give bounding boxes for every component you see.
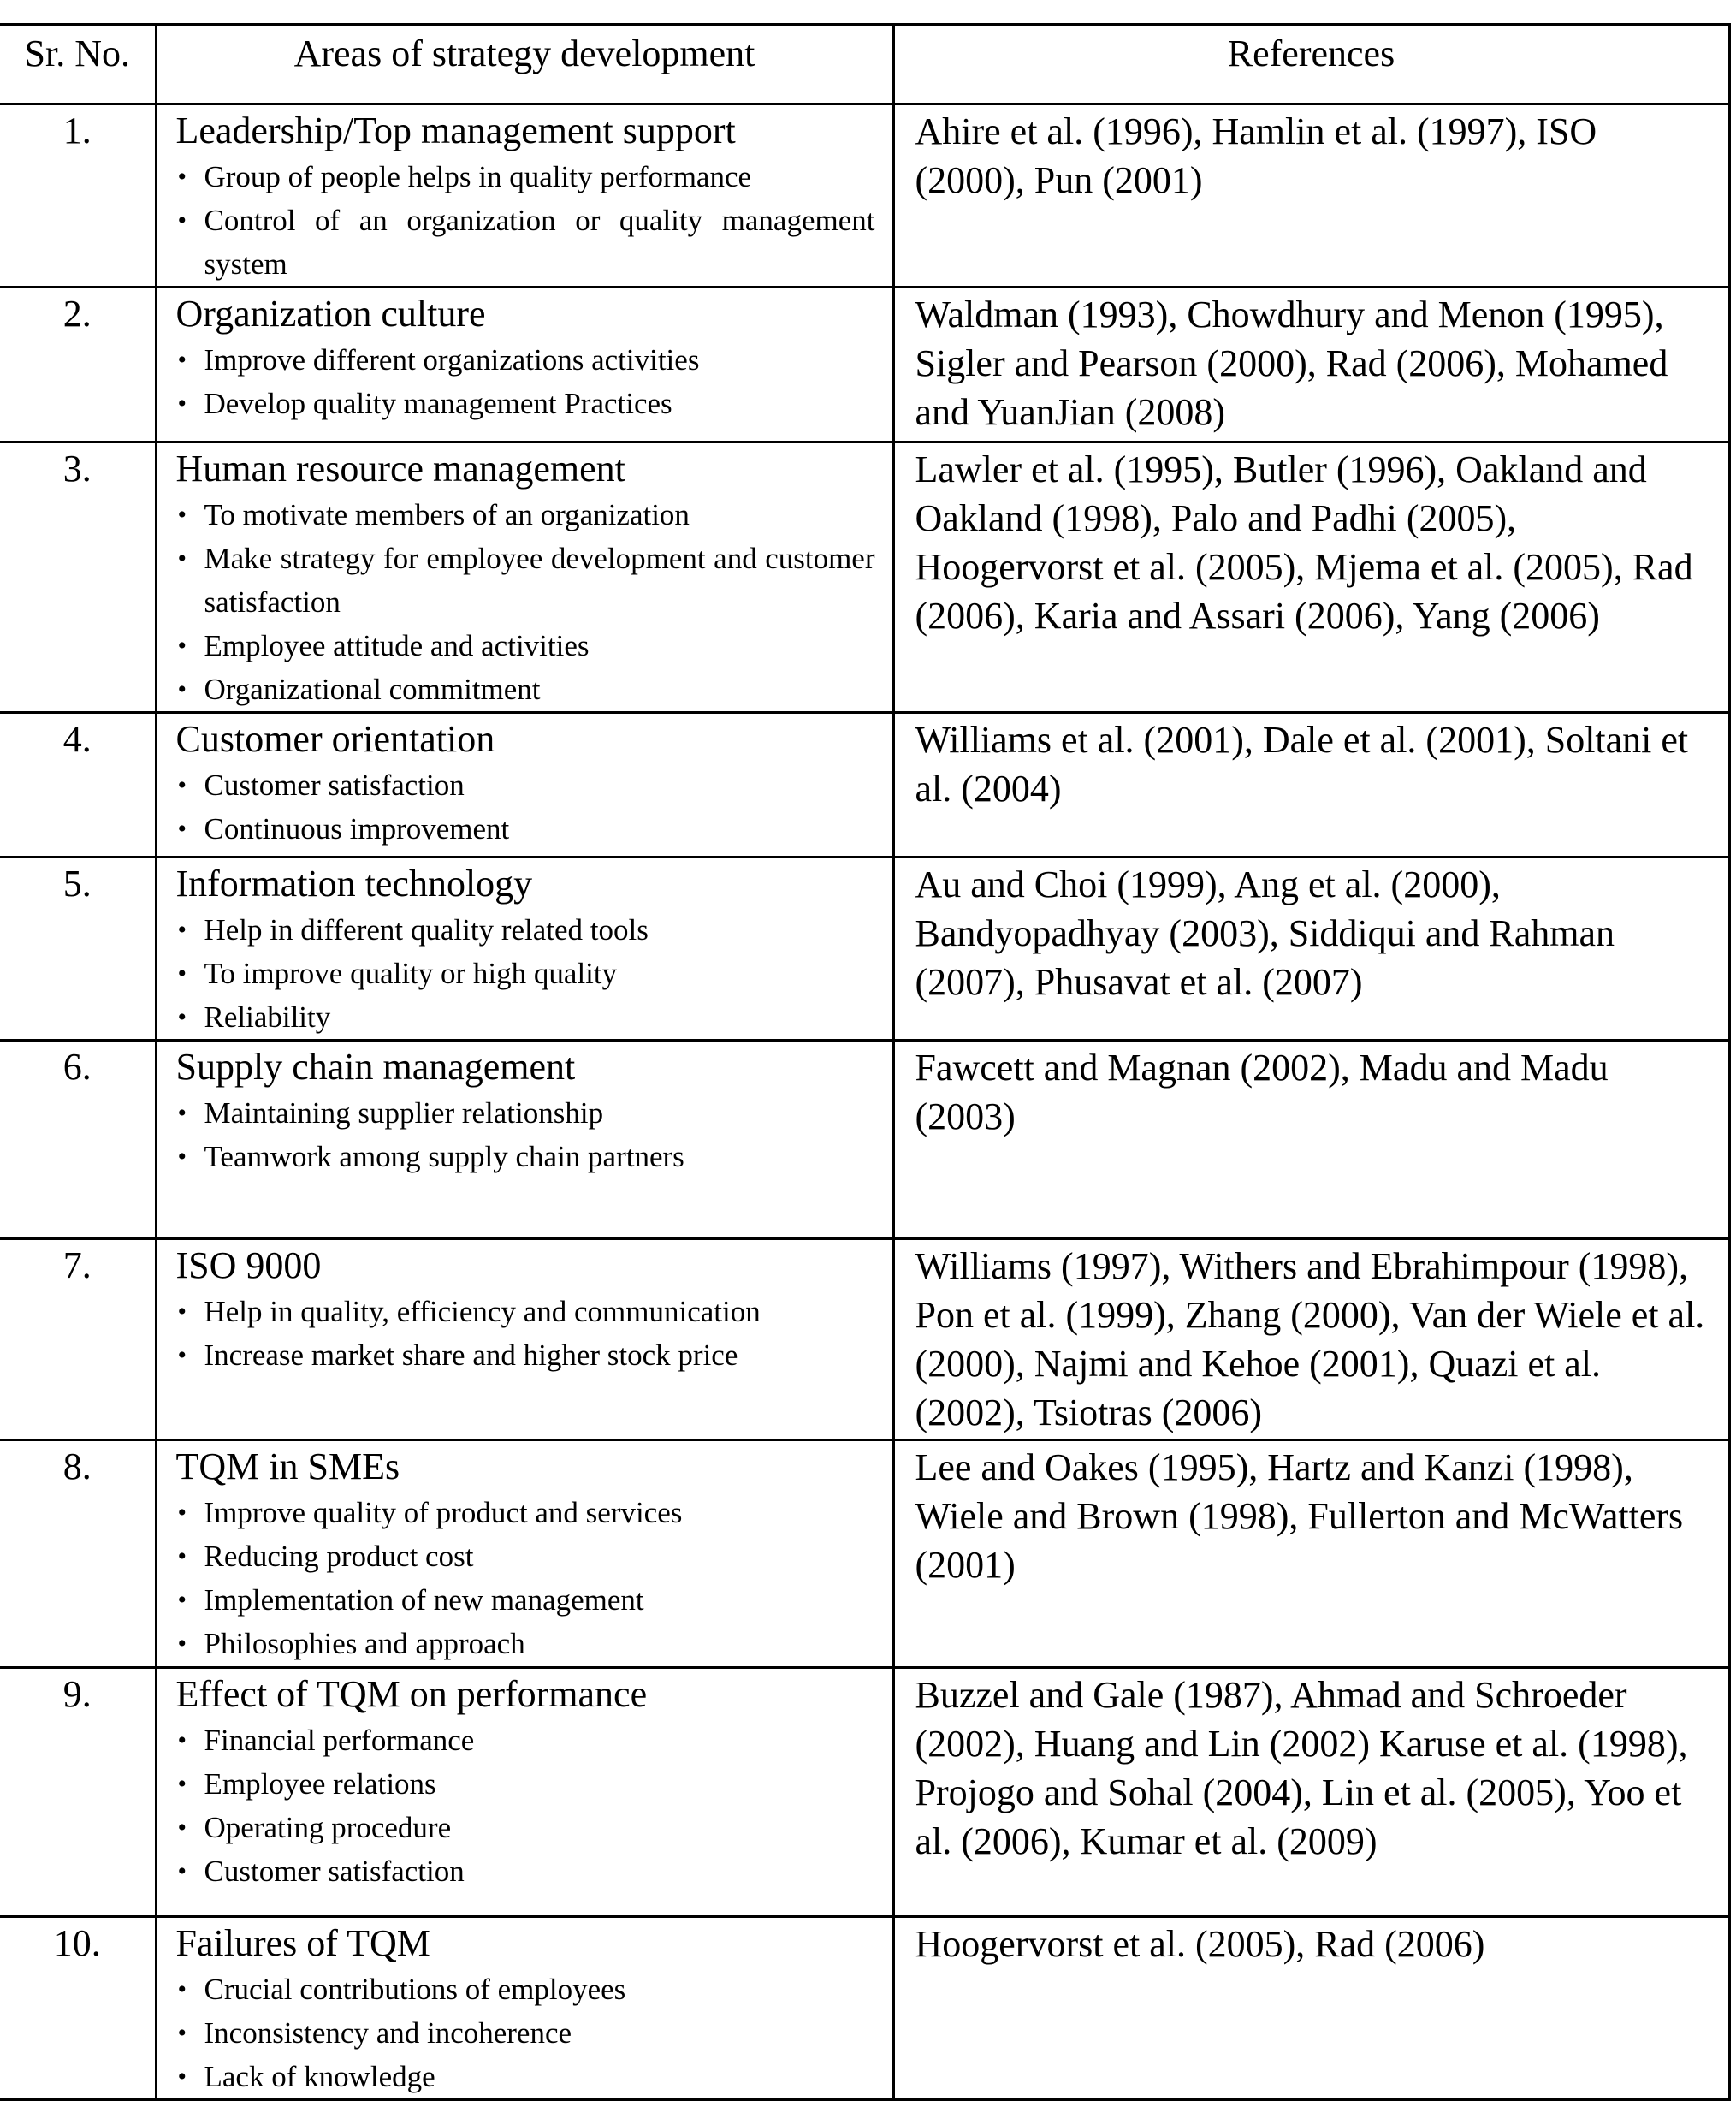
list-item — [176, 763, 875, 807]
area-bullet-list — [176, 908, 875, 1039]
area-cell — [156, 442, 893, 713]
bullet-text: Lack of knowledge — [204, 2060, 435, 2093]
references-cell: Buzzel and Gale (1987), Ahmad and Schroeder (2002), Huang and Lin (2002) Karuse et al. (1998), Projogo and Sohal (2004), Lin et al. (2005), Yoo et al. (2006), Kumar et al. (2009) — [893, 1668, 1729, 1917]
bullet-icon: • — [177, 916, 187, 944]
bullet-icon: • — [177, 771, 187, 799]
area-cell — [156, 858, 893, 1041]
sr-no-cell: 9. — [0, 1668, 156, 1917]
bullet-text: Continuous improvement — [204, 812, 510, 846]
bullet-text: Organizational commitment — [204, 673, 541, 706]
bullet-icon: • — [177, 815, 187, 843]
references-cell: Lawler et al. (1995), Butler (1996), Oakland and Oakland (1998), Palo and Padhi (2005), Hoogervorst et al. (2005), Mjema et al. (2005), Rad (2006), Karia and Assari (2006), Yang (2006) — [893, 442, 1729, 713]
header-row — [0, 25, 1729, 104]
bullet-text: Implementation of new management — [204, 1583, 644, 1617]
bullet-text: Financial performance — [204, 1724, 475, 1757]
area-bullet-list — [176, 763, 875, 851]
bullet-icon: • — [177, 544, 187, 573]
list-item — [176, 2011, 875, 2055]
bullet-text: Philosophies and approach — [204, 1627, 525, 1660]
area-bullet-list — [176, 1967, 875, 2098]
header-sr-no: Sr. No. — [0, 25, 156, 104]
area-cell — [156, 1440, 893, 1668]
area-cell — [156, 104, 893, 288]
list-item — [176, 2055, 875, 2098]
references-cell: Williams et al. (2001), Dale et al. (2001), Soltani et al. (2004) — [893, 713, 1729, 858]
area-bullet-list — [176, 1290, 875, 1377]
header-references: References — [893, 25, 1729, 104]
bullet-icon: • — [177, 675, 187, 703]
bullet-text: To improve quality or high quality — [204, 957, 618, 990]
table-body — [0, 104, 1729, 2100]
list-item — [176, 807, 875, 851]
area-bullet-list — [176, 338, 875, 425]
bullet-icon: • — [177, 1099, 187, 1127]
area-bullet-list — [176, 1091, 875, 1178]
references-cell: Waldman (1993), Chowdhury and Menon (1995), Sigler and Pearson (2000), Rad (2006), Mohamed and YuanJian (2008) — [893, 288, 1729, 442]
area-title: Information technology — [175, 863, 533, 905]
table-row — [0, 858, 1729, 1041]
bullet-icon: • — [177, 1499, 187, 1527]
bullet-text: Make strategy for employee development and customer satisfaction — [204, 542, 875, 619]
list-item — [176, 1967, 875, 2011]
area-cell — [156, 1041, 893, 1239]
area-cell — [156, 288, 893, 442]
bullet-icon: • — [177, 1297, 187, 1326]
list-item — [176, 995, 875, 1039]
area-title: Human resource management — [175, 448, 625, 490]
bullet-text: Improve different organizations activities — [204, 343, 700, 377]
list-item — [176, 952, 875, 995]
sr-no-cell: 2. — [0, 288, 156, 442]
sr-no-cell: 10. — [0, 1917, 156, 2100]
bullet-icon: • — [177, 501, 187, 529]
list-item — [176, 155, 875, 199]
bullet-text: Help in different quality related tools — [204, 913, 649, 947]
strategy-table — [0, 23, 1731, 2101]
list-item — [176, 1622, 875, 1665]
references-cell: Fawcett and Magnan (2002), Madu and Madu (2003) — [893, 1041, 1729, 1239]
bullet-text: Crucial contributions of employees — [204, 1973, 626, 2006]
list-item — [176, 1762, 875, 1806]
sr-no-cell: 1. — [0, 104, 156, 288]
sr-no-cell: 4. — [0, 713, 156, 858]
sr-no-cell: 3. — [0, 442, 156, 713]
references-cell: Au and Choi (1999), Ang et al. (2000), Bandyopadhyay (2003), Siddiqui and Rahman (2007), Phusavat et al. (2007) — [893, 858, 1729, 1041]
bullet-icon: • — [177, 2019, 187, 2047]
area-cell — [156, 1917, 893, 2100]
bullet-icon: • — [177, 389, 187, 418]
sr-no-cell: 8. — [0, 1440, 156, 1668]
area-cell — [156, 713, 893, 858]
area-bullet-list — [176, 155, 875, 286]
references-cell: Hoogervorst et al. (2005), Rad (2006) — [893, 1917, 1729, 2100]
area-bullet-list — [176, 493, 875, 711]
bullet-text: Operating procedure — [204, 1811, 452, 1844]
area-bullet-list — [176, 1718, 875, 1893]
list-item — [176, 382, 875, 425]
references-cell: Ahire et al. (1996), Hamlin et al. (1997), ISO (2000), Pun (2001) — [893, 104, 1729, 288]
table-row — [0, 713, 1729, 858]
bullet-text: Develop quality management Practices — [204, 387, 672, 420]
bullet-text: Group of people helps in quality performance — [204, 160, 752, 193]
bullet-text: Control of an organization or quality management system — [204, 204, 875, 281]
bullet-icon: • — [177, 1629, 187, 1658]
bullet-icon: • — [177, 1341, 187, 1369]
bullet-text: Help in quality, efficiency and communication — [204, 1295, 761, 1328]
list-item — [176, 493, 875, 537]
bullet-text: Teamwork among supply chain partners — [204, 1140, 684, 1173]
area-title: Organization culture — [175, 293, 486, 335]
table-row — [0, 1668, 1729, 1917]
bullet-text: Employee relations — [204, 1767, 436, 1801]
list-item — [176, 1333, 875, 1377]
area-title: TQM in SMEs — [175, 1445, 400, 1487]
list-item — [176, 668, 875, 711]
bullet-icon: • — [177, 2062, 187, 2091]
list-item — [176, 1806, 875, 1849]
bullet-text: Customer satisfaction — [204, 769, 465, 802]
list-item — [176, 1534, 875, 1578]
area-title: Failures of TQM — [175, 1922, 430, 1964]
references-cell: Lee and Oakes (1995), Hartz and Kanzi (1998), Wiele and Brown (1998), Fullerton and McWatters (2001) — [893, 1440, 1729, 1668]
area-bullet-list — [176, 1491, 875, 1665]
bullet-icon: • — [177, 632, 187, 660]
bullet-text: Increase market share and higher stock price — [204, 1338, 738, 1372]
area-title: Effect of TQM on performance — [175, 1673, 648, 1715]
list-item — [176, 1849, 875, 1893]
bullet-icon: • — [177, 1586, 187, 1614]
list-item — [176, 1091, 875, 1135]
table-row — [0, 288, 1729, 442]
bullet-icon: • — [177, 1857, 187, 1885]
bullet-icon: • — [177, 346, 187, 374]
bullet-icon: • — [177, 1142, 187, 1171]
bullet-icon: • — [177, 1770, 187, 1798]
table-row — [0, 442, 1729, 713]
table-row — [0, 104, 1729, 288]
table-row — [0, 1917, 1729, 2100]
bullet-text: Reducing product cost — [204, 1540, 474, 1573]
area-cell — [156, 1668, 893, 1917]
sr-no-cell: 6. — [0, 1041, 156, 1239]
bullet-icon: • — [177, 1975, 187, 2003]
list-item — [176, 1290, 875, 1333]
bullet-icon: • — [177, 206, 187, 234]
list-item — [176, 1718, 875, 1762]
bullet-text: Reliability — [204, 1000, 331, 1034]
sr-no-cell: 7. — [0, 1239, 156, 1440]
table-row — [0, 1239, 1729, 1440]
bullet-text: Inconsistency and incoherence — [204, 2016, 572, 2050]
area-title: Leadership/Top management support — [175, 110, 736, 151]
area-title: Supply chain management — [175, 1046, 576, 1088]
area-title: Customer orientation — [175, 718, 495, 760]
list-item — [176, 537, 875, 624]
bullet-icon: • — [177, 1542, 187, 1570]
list-item — [176, 338, 875, 382]
bullet-text: To motivate members of an organization — [204, 498, 690, 531]
sr-no-cell: 5. — [0, 858, 156, 1041]
bullet-icon: • — [177, 163, 187, 191]
list-item — [176, 624, 875, 668]
table-row — [0, 1440, 1729, 1668]
bullet-text: Maintaining supplier relationship — [204, 1096, 604, 1130]
bullet-icon: • — [177, 1813, 187, 1842]
list-item — [176, 199, 875, 286]
references-cell: Williams (1997), Withers and Ebrahimpour (1998), Pon et al. (1999), Zhang (2000), Van der Wiele et al. (2000), Najmi and Kehoe (2001), Quazi et al. (2002), Tsiotras (2006) — [893, 1239, 1729, 1440]
header-areas: Areas of strategy development — [156, 25, 893, 104]
table-row — [0, 1041, 1729, 1239]
list-item — [176, 1578, 875, 1622]
bullet-text: Customer satisfaction — [204, 1855, 465, 1888]
bullet-text: Employee attitude and activities — [204, 629, 590, 662]
bullet-icon: • — [177, 1003, 187, 1031]
area-cell — [156, 1239, 893, 1440]
bullet-text: Improve quality of product and services — [204, 1496, 683, 1529]
area-title: ISO 9000 — [175, 1244, 322, 1286]
bullet-icon: • — [177, 1726, 187, 1754]
list-item — [176, 1135, 875, 1178]
list-item — [176, 908, 875, 952]
list-item — [176, 1491, 875, 1534]
bullet-icon: • — [177, 959, 187, 988]
